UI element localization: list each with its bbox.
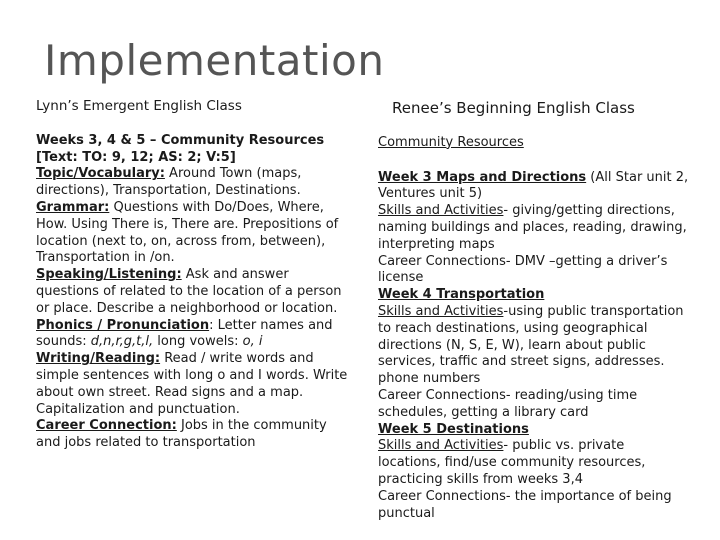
renee-class-heading: Renee’s Beginning English Class (392, 99, 635, 117)
phonics-label: Phonics / Pronunciation (36, 317, 210, 333)
week4-label: Week 4 Transportation (378, 287, 545, 303)
phonics-vowels: o, i (242, 334, 263, 350)
grammar-label: Grammar: (36, 199, 110, 215)
week4-career: Career Connections- reading/using time schedules, getting a library card (378, 387, 638, 420)
weeks-title: Weeks 3, 4 & 5 – Community Resources (36, 132, 325, 148)
week4-skills-label: Skills and Activities (378, 303, 504, 319)
lynn-class-heading: Lynn’s Emergent English Class (36, 98, 242, 114)
week5-skills-text: - public vs. private locations, find/use community resources, practicing skills from weeks 3,4 (378, 438, 646, 487)
weeks-line (36, 133, 354, 452)
week3-skills-text: - giving/getting directions, naming buildings and places, reading, drawing, interpreting maps (378, 203, 687, 252)
topic-text: Around Town (maps, directions), Transportation, Destinations. (36, 166, 302, 199)
career-text: Jobs in the community and jobs related to transportation (36, 418, 327, 451)
week5-career: Career Connections- the importance of being punctual (378, 488, 672, 521)
career-label: Career Connection: (36, 418, 177, 434)
week3-block (378, 170, 690, 523)
text-reference: [Text: TO: 9, 12; AS: 2; V:5] (36, 149, 236, 165)
writing-text: Read / write words and simple sentences with long o and I words. Write about own street. Read signs and a map. Capitalization and punctuation. (36, 351, 348, 417)
week4-skills-text: -using public transportation to reach destinations, using geographical directions (N, S, E, W), learn about public services, traffic and street signs, addresses. phone numbers (378, 303, 684, 387)
speaking-text: Ask and answer questions of related to the location of a person or place. Describe a neighborhood or location. (36, 267, 342, 316)
grammar-text: Questions with Do/Does, Where, How. Using There is, There are. Prepositions of location (next to, on, across from, between), Transportation in /on. (36, 199, 339, 266)
phonics-text-2: long vowels: (153, 334, 243, 350)
lynn-class-column (36, 98, 354, 452)
writing-label: Writing/Reading: (36, 351, 161, 367)
speaking-label: Speaking/Listening: (36, 267, 182, 283)
week5-skills-label: Skills and Activities (378, 438, 504, 454)
page-title: Implementation (44, 36, 385, 85)
phonics-sounds: d,n,r,g,t,l, (90, 334, 154, 350)
week3-text: (All Star unit 2, Ventures unit 5) (378, 169, 689, 202)
topic-label: Topic/Vocabulary: (36, 166, 165, 182)
community-heading: Community Resources (378, 134, 524, 150)
week3-career: Career Connections- DMV –getting a driver’s license (378, 253, 668, 286)
renee-class-column (378, 100, 690, 522)
phonics-text: : Letter names and sounds: (36, 317, 333, 350)
week3-label: Week 3 Maps and Directions (378, 169, 587, 185)
week3-skills-label: Skills and Activities (378, 203, 504, 219)
week5-label: Week 5 Destinations (378, 421, 529, 437)
